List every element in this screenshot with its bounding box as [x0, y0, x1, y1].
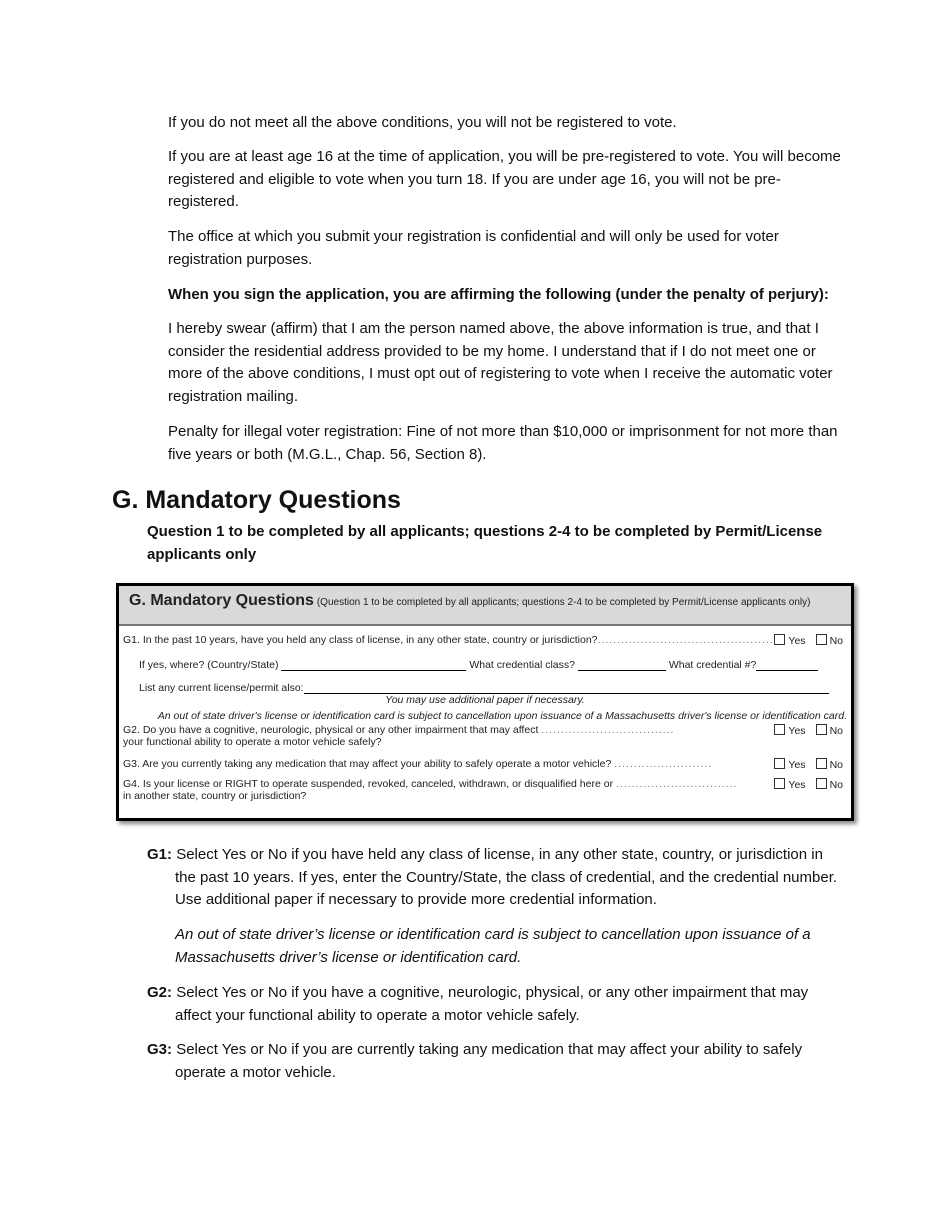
- checkbox-icon: [774, 778, 785, 789]
- instruction-label: G3:: [147, 1041, 173, 1058]
- instruction-g2: [147, 982, 847, 1027]
- section-heading: G. Mandatory Questions: [112, 486, 401, 514]
- perjury-heading: When you sign the application, you are affirming the following (under the penalty of perjury):: [168, 286, 829, 303]
- yes-label: Yes: [788, 635, 806, 647]
- g2-question: G2. Do you have a cognitive, neurologic, physical or any other impairment that may affect: [123, 724, 539, 736]
- where-label: If yes, where? (Country/State): [139, 659, 279, 671]
- instruction-text: Select Yes or No if you are currently taking any medication that may affect your ability to safely operate a motor vehicle.: [175, 1041, 803, 1081]
- paragraph: If you do not meet all the above conditions, you will not be registered to vote.: [168, 114, 677, 131]
- g2-row: G2. Do you have a cognitive, neurologic, physical or any other impairment that may affect .................................. your functional ability to operate a motor vehicle safely? Yes No: [123, 724, 847, 748]
- form-image: [116, 583, 854, 821]
- paragraph: The office at which you submit your registration is confidential and will only be used for voter registration purposes.: [168, 228, 779, 268]
- additional-paper-note: You may use additional paper if necessary.: [385, 694, 585, 706]
- g4-row: G4. Is your license or RIGHT to operate suspended, revoked, canceled, withdrawn, or disqualified here or ............................... in another state, country or jurisdiction? Yes No: [123, 778, 847, 802]
- paragraph: Penalty for illegal voter registration: Fine of not more than $10,000 or imprisonment for not more than five years or both (M.G.L., Chap. 56, Section 8).: [168, 423, 838, 463]
- yes-label: Yes: [788, 759, 806, 771]
- checkbox-icon: [816, 778, 827, 789]
- g1-row: G1. In the past 10 years, have you held any class of license, in any other state, country or jurisdiction?............................................. Yes No: [123, 634, 843, 647]
- checkbox-icon: [816, 634, 827, 645]
- form-note: (Question 1 to be completed by all applicants; questions 2-4 to be completed by Permit/License applicants only): [316, 597, 811, 608]
- no-label: No: [829, 635, 843, 647]
- instruction-cancellation: An out of state driver’s license or identification card is subject to cancellation upon issuance of a Massachusetts driver’s license or identification card.: [175, 926, 811, 966]
- checkbox-icon: [774, 634, 785, 645]
- checkbox-icon: [774, 724, 785, 735]
- cancellation-note: An out of state driver's license or identification card is subject to cancellation upon issuance of a Massachusetts driver's license or identification card.: [157, 710, 847, 722]
- g2-question-cont: your functional ability to operate a motor vehicle safely?: [123, 736, 382, 748]
- checkbox-icon: [816, 724, 827, 735]
- credential-row: [139, 659, 847, 671]
- g3-row: G3. Are you currently taking any medication that may affect your ability to safely operate a motor vehicle? ......................... Yes No: [123, 758, 843, 771]
- checkbox-icon: [816, 758, 827, 769]
- instruction-g1: [147, 844, 847, 912]
- section-subtitle: Question 1 to be completed by all applicants; questions 2-4 to be completed by Permit/License applicants only: [147, 523, 823, 563]
- no-label: No: [829, 779, 843, 791]
- number-label: What credential #?: [668, 659, 757, 671]
- g4-question: G4. Is your license or RIGHT to operate suspended, revoked, canceled, withdrawn, or disqualified here or: [123, 778, 614, 790]
- yes-label: Yes: [788, 725, 806, 737]
- paragraph: I hereby swear (affirm) that I am the person named above, the above information is true, and that I consider the residential address provided to be my home. I understand that if I do not meet one or more of the above conditions, I must opt out of registering to vote when I receive the automatic voter registration mailing.: [168, 320, 833, 405]
- g3-question: G3. Are you currently taking any medication that may affect your ability to safely operate a motor vehicle?: [123, 758, 612, 770]
- instruction-text: Select Yes or No if you have a cognitive, neurologic, physical, or any other impairment that may affect your functional ability to operate a motor vehicle safely.: [175, 984, 809, 1024]
- instruction-label: G1:: [147, 846, 173, 863]
- no-label: No: [829, 759, 843, 771]
- yes-label: Yes: [788, 779, 806, 791]
- form-title: G. Mandatory Questions: [129, 592, 314, 609]
- no-label: No: [829, 725, 843, 737]
- class-label: What credential class?: [469, 659, 575, 671]
- instruction-label: G2:: [147, 984, 173, 1001]
- list-current-label: List any current license/permit also:: [139, 682, 304, 694]
- instruction-text: Select Yes or No if you have held any class of license, in any other state, country, or jurisdiction in the past 10 years. If yes, enter the Country/State, the class of credential, and the credential number. Use additional paper if necessary to provide more credential information.: [175, 846, 838, 909]
- g1-question: G1. In the past 10 years, have you held any class of license, in any other state, country or jurisdiction?: [123, 634, 598, 646]
- g4-question-cont: in another state, country or jurisdiction?: [123, 790, 307, 802]
- checkbox-icon: [774, 758, 785, 769]
- list-current-row: [139, 682, 847, 694]
- paragraph: If you are at least age 16 at the time of application, you will be pre-registered to vote. You will become registered and eligible to vote when you turn 18. If you are under age 16, you will not be pre-registered.: [168, 148, 841, 211]
- instruction-g3: [147, 1039, 847, 1084]
- form-header: [119, 586, 851, 626]
